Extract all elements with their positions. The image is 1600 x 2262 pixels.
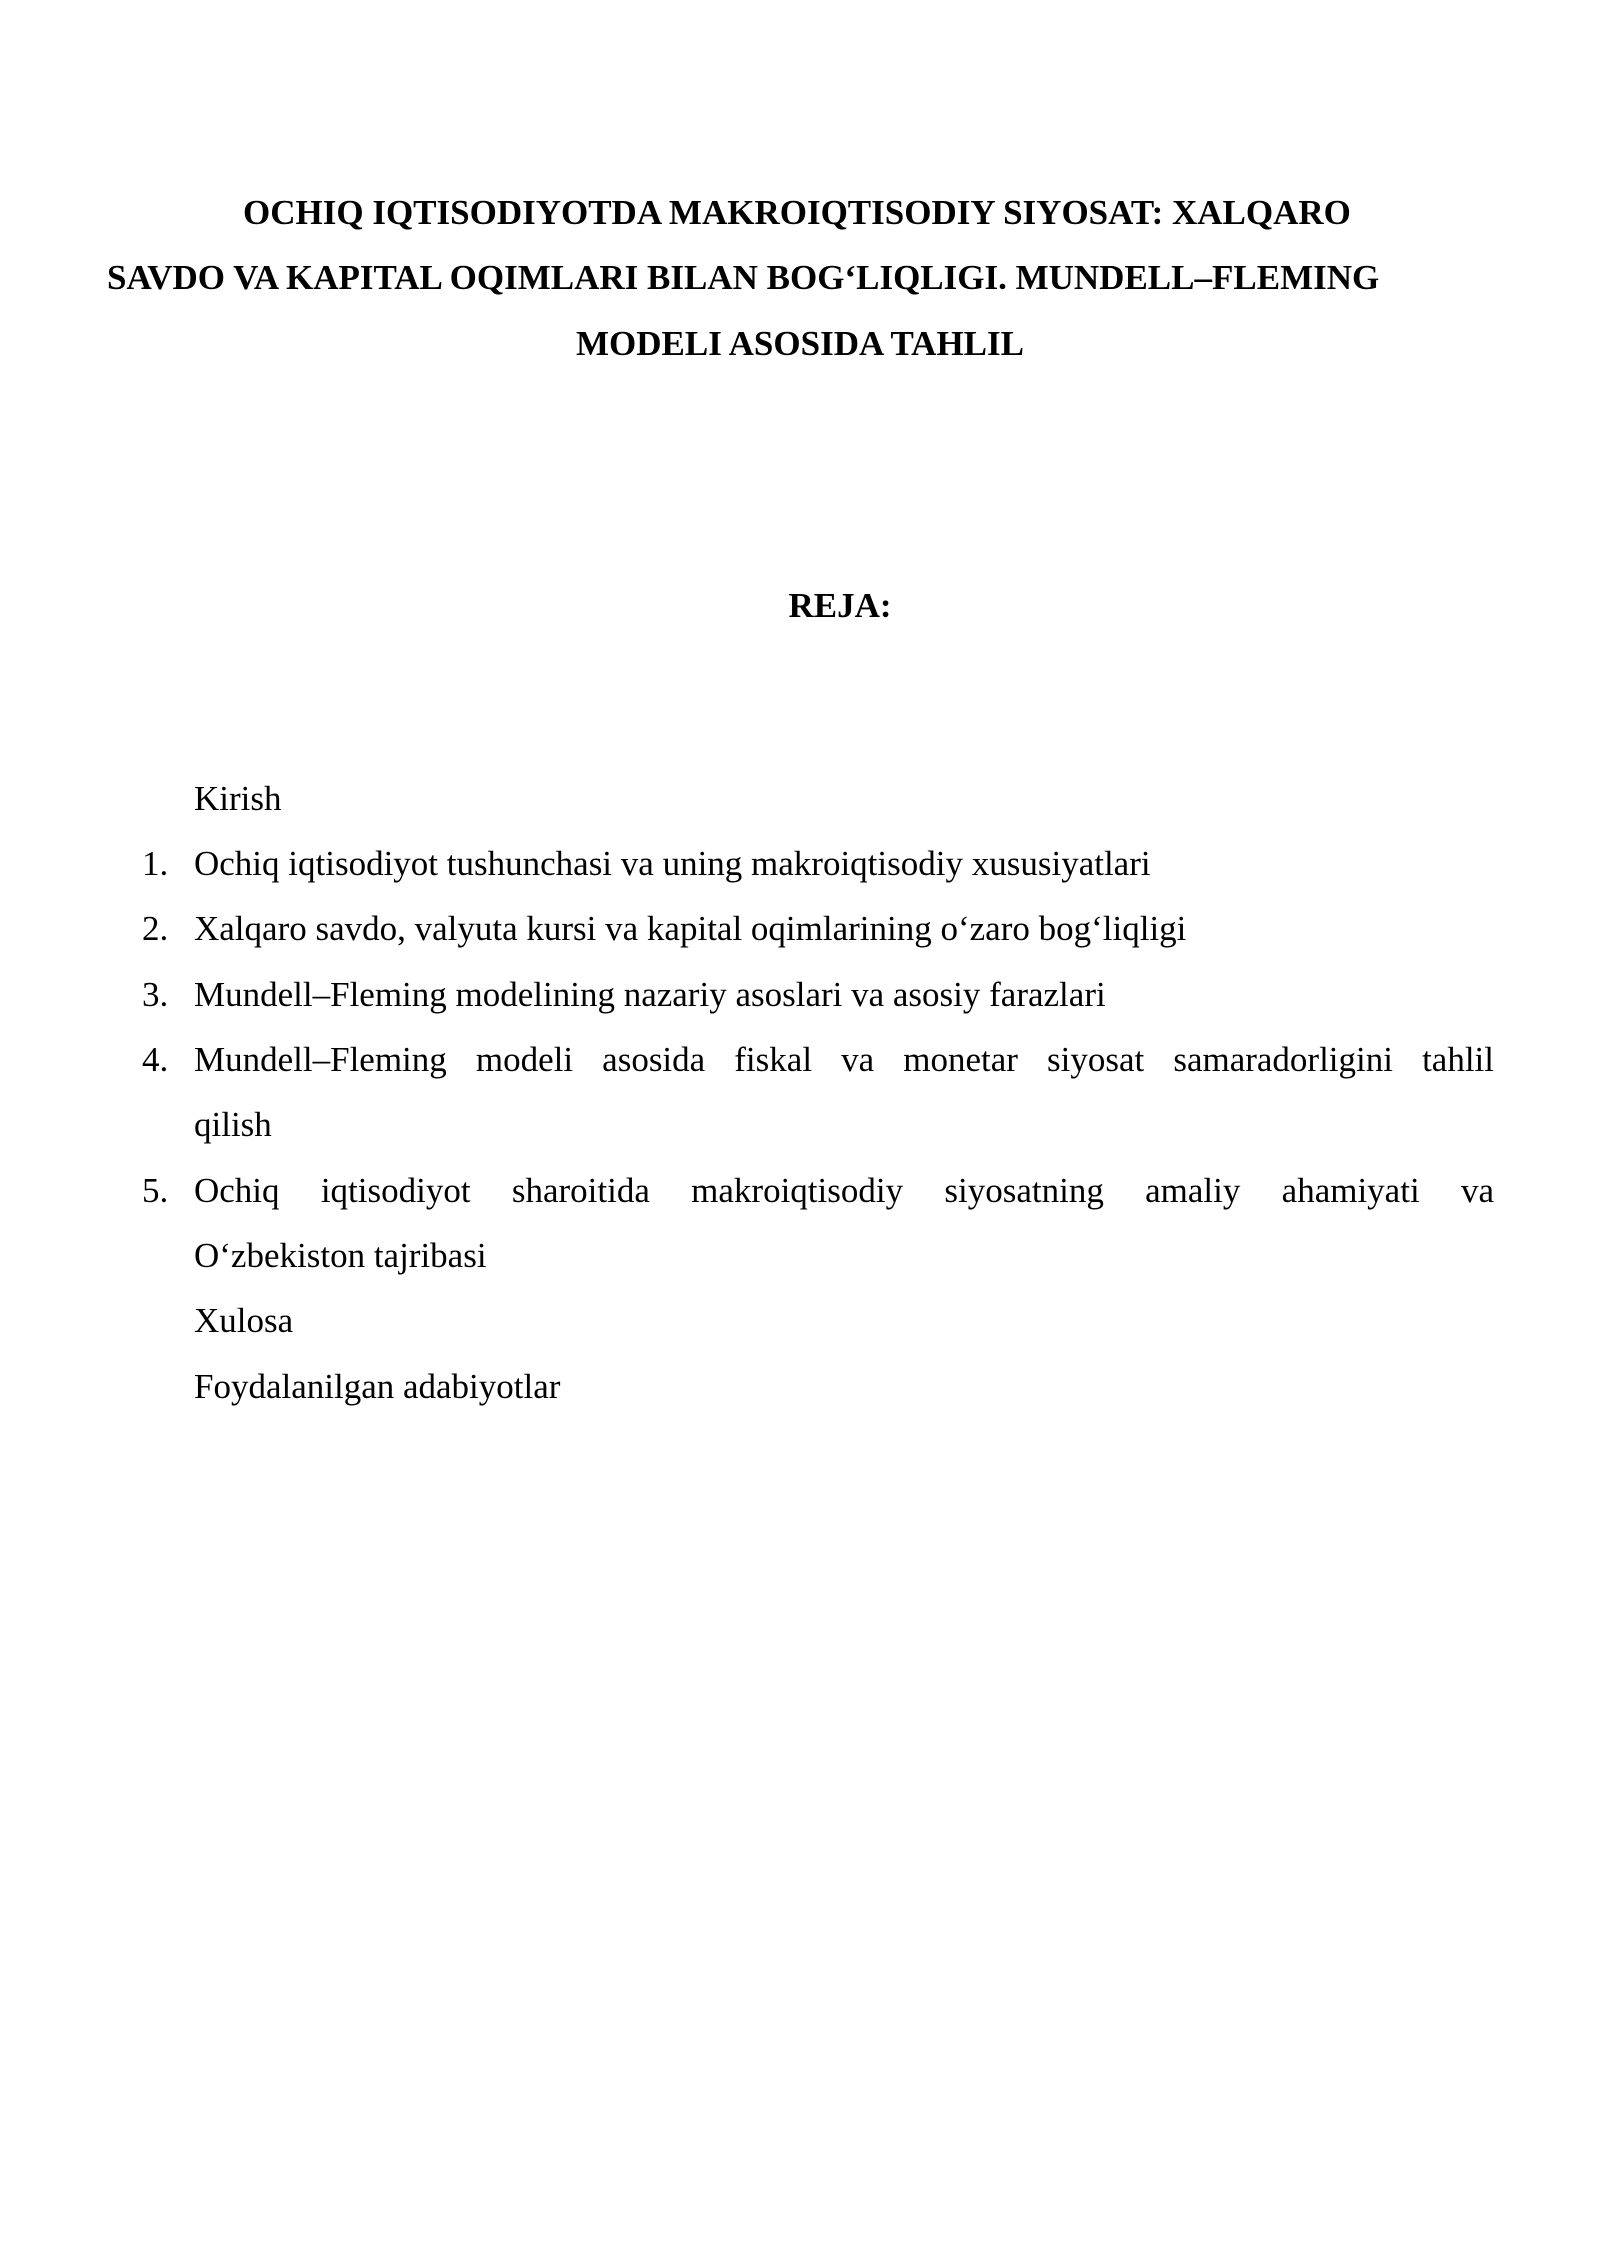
toc-item-5-text-line-2: O‘zbekiston tajribasi bbox=[194, 1236, 487, 1275]
toc-item-4-text-line-2: qilish bbox=[194, 1105, 272, 1144]
toc-intro: Kirish bbox=[194, 779, 282, 818]
toc-item-2-text: Xalqaro savdo, valyuta kursi va kapital oqimlarining o‘zaro bog‘liqligi bbox=[194, 909, 1187, 948]
toc-item-3-number: 3. bbox=[142, 975, 169, 1014]
title-line-3: MODELI ASOSIDA TAHLIL bbox=[575, 324, 1024, 363]
toc-item-3-text: Mundell–Fleming modelining nazariy asoslari va asosiy farazlari bbox=[194, 975, 1106, 1014]
title-line-2: SAVDO VA KAPITAL OQIMLARI BILAN BOG‘LIQLIGI. MUNDELL–FLEMING bbox=[107, 258, 1380, 297]
toc-item-4-text-line-1: Mundell–Fleming modeli asosida fiskal va monetar siyosat samaradorligini tahlil bbox=[194, 1040, 1494, 1079]
toc-item-1-number: 1. bbox=[142, 844, 169, 883]
toc-item-5-number: 5. bbox=[142, 1171, 169, 1210]
title-line-1: OCHIQ IQTISODIYOTDA MAKROIQTISODIY SIYOSAT: XALQARO bbox=[243, 193, 1351, 232]
toc-references: Foydalanilgan adabiyotlar bbox=[194, 1367, 561, 1406]
toc-conclusion: Xulosa bbox=[194, 1301, 294, 1340]
plan-heading: REJA: bbox=[788, 586, 892, 625]
toc-item-4-number: 4. bbox=[142, 1040, 169, 1079]
toc-item-2-number: 2. bbox=[142, 909, 169, 948]
toc-item-1-text: Ochiq iqtisodiyot tushunchasi va uning makroiqtisodiy xususiyatlari bbox=[194, 844, 1151, 883]
toc-item-5-text-line-1: Ochiq iqtisodiyot sharoitida makroiqtisodiy siyosatning amaliy ahamiyati va bbox=[194, 1171, 1494, 1210]
